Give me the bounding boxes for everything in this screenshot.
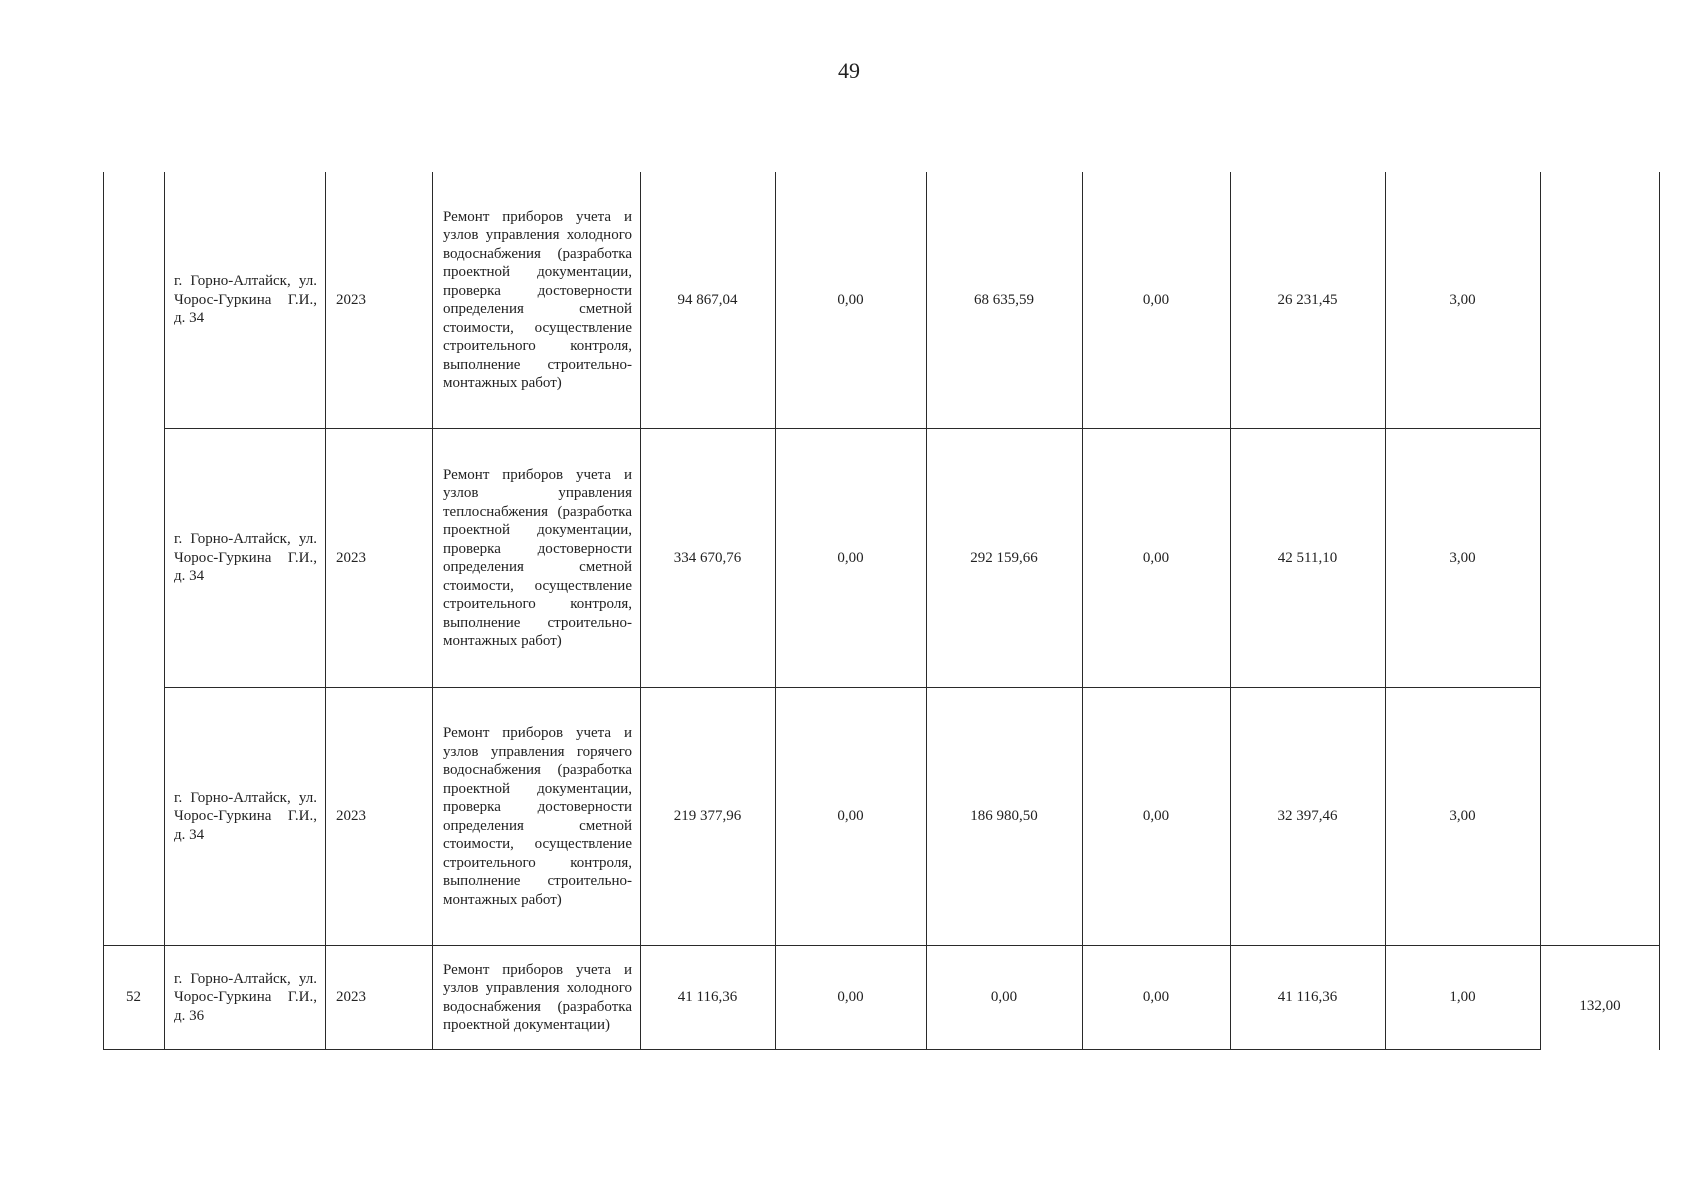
works-table xyxy=(103,172,1660,1050)
year-cell: 2023 xyxy=(336,291,366,308)
value-cell: 0,00 xyxy=(1142,291,1170,308)
value-cell: 0,00 xyxy=(837,808,864,825)
total-cost-cell: 219 377,96 xyxy=(673,808,742,825)
value-cell: 3,00 xyxy=(1449,549,1476,566)
address-cell: г. Горно-Алтайск, ул. Чорос-Гуркина Г.И., д. 34 xyxy=(174,273,317,327)
address-cell: г. Горно-Алтайск, ул. Чорос-Гуркина Г.И., д. 34 xyxy=(174,531,317,585)
value-cell: 0,00 xyxy=(837,989,864,1006)
value-cell: 41 116,36 xyxy=(1277,989,1338,1006)
value-cell: 0,00 xyxy=(1142,989,1170,1006)
address-cell: г. Горно-Алтайск, ул. Чорос-Гуркина Г.И., д. 34 xyxy=(174,789,317,843)
year-cell: 2023 xyxy=(336,549,366,566)
value-cell: 0,00 xyxy=(837,549,864,566)
year-cell: 2023 xyxy=(336,808,366,825)
value-cell: 3,00 xyxy=(1449,808,1476,825)
page-number: 49 xyxy=(838,58,860,83)
value-cell: 0,00 xyxy=(837,291,864,308)
value-cell: 186 980,50 xyxy=(970,808,1038,825)
value-cell: 0,00 xyxy=(1142,549,1170,566)
value-cell: 292 159,66 xyxy=(970,549,1038,566)
value-cell: 3,00 xyxy=(1449,291,1476,308)
total-value-cell: 132,00 xyxy=(1579,998,1621,1015)
total-cost-cell: 334 670,76 xyxy=(673,549,742,566)
value-cell: 68 635,59 xyxy=(974,291,1034,308)
value-cell: 32 397,46 xyxy=(1277,808,1338,825)
year-cell: 2023 xyxy=(336,989,366,1006)
value-cell: 26 231,45 xyxy=(1277,291,1338,308)
work-cell: Ремонт приборов учета и узлов управления холодного водоснабжения (разработка проектной документации) xyxy=(443,961,632,1033)
value-cell: 0,00 xyxy=(990,989,1018,1006)
value-cell: 1,00 xyxy=(1449,989,1476,1006)
work-cell: Ремонт приборов учета и узлов управления теплоснабжения (разработка проектной документации, проверка достоверности определения сметной стоимости, осуществление строительного контроля, выполнение строительно-монтажных работ) xyxy=(443,466,632,649)
row-number-cell: 52 xyxy=(126,989,141,1006)
address-cell: г. Горно-Алтайск, ул. Чорос-Гуркина Г.И., д. 36 xyxy=(174,970,317,1024)
value-cell: 42 511,10 xyxy=(1277,549,1338,566)
work-cell: Ремонт приборов учета и узлов управления холодного водоснабжения (разработка проектной документации, проверка достоверности определения сметной стоимости, осуществление строительного контроля, выполнение строительно-монтажных работ) xyxy=(443,208,632,391)
total-cost-cell: 94 867,04 xyxy=(677,291,738,308)
value-cell: 0,00 xyxy=(1142,808,1170,825)
work-cell: Ремонт приборов учета и узлов управления горячего водоснабжения (разработка проектной документации, проверка достоверности определения сметной стоимости, осуществление строительного контроля, выполнение строительно-монтажных работ) xyxy=(443,725,632,908)
total-cost-cell: 41 116,36 xyxy=(677,989,738,1006)
